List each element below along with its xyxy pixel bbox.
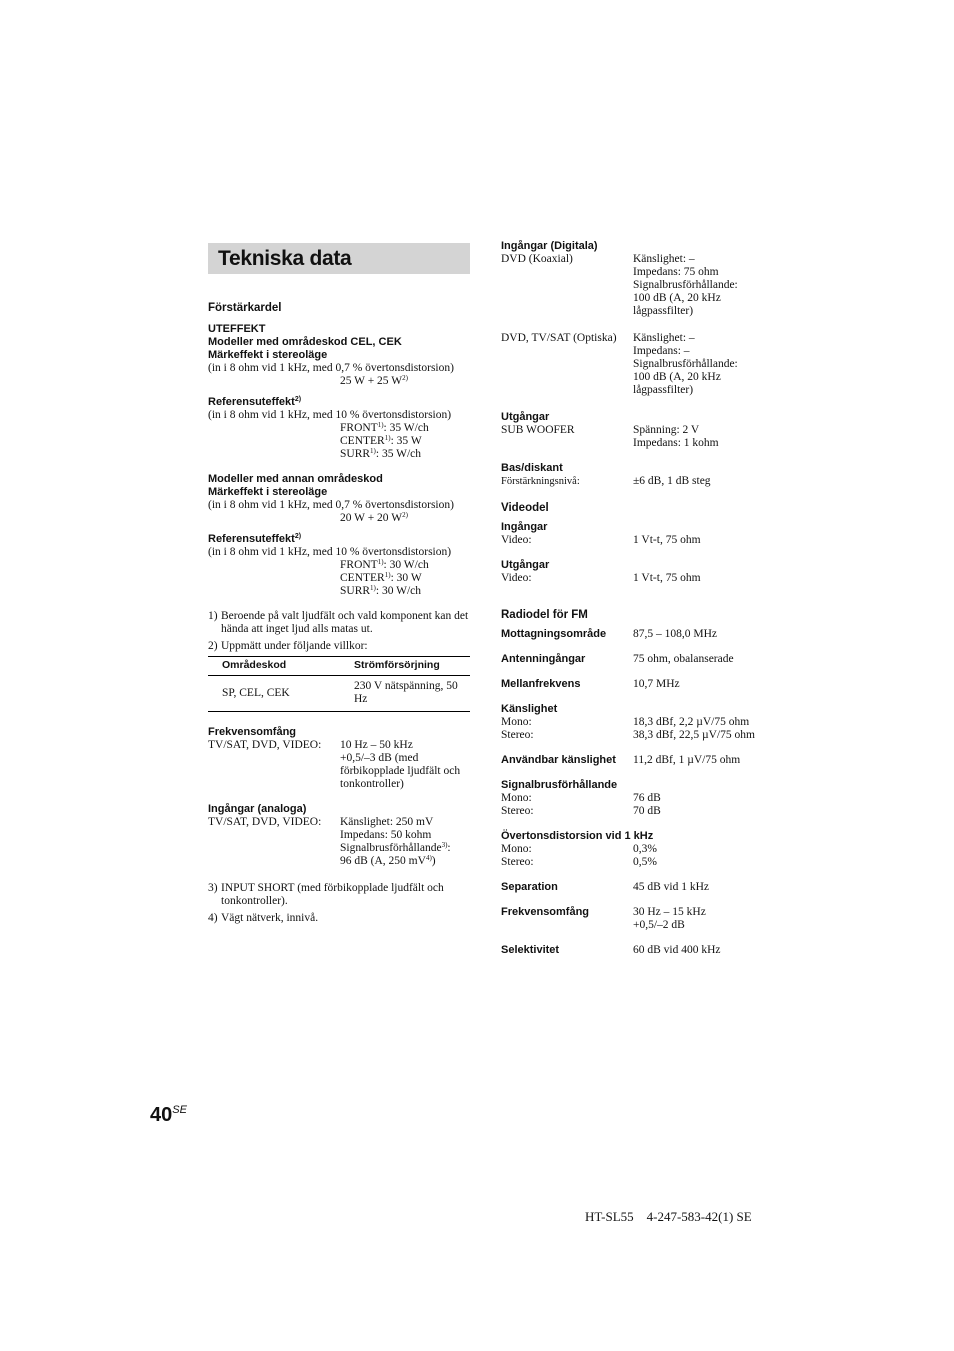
selectivity-row: Selektivitet 60 dB vid 400 kHz [501, 944, 721, 956]
condition-4: (in i 8 ohm vid 1 kHz, med 10 % övertonsdistorsion) [208, 546, 452, 558]
right-column [501, 240, 771, 957]
thd-stereo-row: Stereo: 0,5% [501, 856, 657, 868]
heading-outputs: Utgångar [501, 411, 550, 423]
subwoofer-row: SUB WOOFER Spänning: 2 V Impedans: 1 kohm [501, 424, 719, 449]
front-2: FRONT$^{1)}$: 30 W/ch [340, 558, 429, 571]
condition-1: (in i 8 ohm vid 1 kHz, med 0,7 % övertonsdistorsion) [208, 362, 454, 374]
condition-2: (in i 8 ohm vid 1 kHz, med 10 % övertonsdistorsion) [208, 409, 452, 421]
sensitivity-mono-row: Mono: 18,3 dBf, 2,2 µV/75 ohm [501, 716, 750, 728]
page-number: $40^{SE}$ [150, 1104, 187, 1126]
section-amplifier: Förstärkardel [208, 302, 282, 314]
thd-mono-row: Mono: 0,3% [501, 843, 657, 855]
separation-row: Separation 45 dB vid 1 kHz [501, 881, 710, 893]
digital-coax-row: DVD (Koaxial) Känslighet: – Impedans: 75 ohm Signalbrusförhållande: 100 dB (A, 20 kHz lågpassfilter) [501, 253, 738, 317]
bass-row: Förstärkningsnivå: ±6 dB, 1 dB steg [501, 475, 711, 487]
footnote-3: 3) INPUT SHORT (med förbikopplade ljudfält och tonkontroller). [208, 882, 444, 907]
video-in-row: Video: 1 Vt-t, 75 ohm [501, 534, 701, 546]
footnote-1: 1) Beroende på valt ljudfält och vald komponent kan det hända att inget ljud alls matas ut. [208, 610, 469, 635]
heading-thd: Övertonsdistorsion vid 1 kHz [501, 830, 654, 842]
digital-optical-row: DVD, TV/SAT (Optiska) Känslighet: – Impedans: – Signalbrusförhållande: 100 dB (A, 20 kHz lågpassfilter) [501, 332, 738, 396]
if-row: Mellanfrekvens 10,7 MHz [501, 678, 680, 690]
heading-video-outputs: Utgångar [501, 559, 550, 571]
heading-models-cel: Modeller med områdeskod CEL, CEK [208, 336, 402, 348]
video-out-row: Video: 1 Vt-t, 75 ohm [501, 572, 701, 584]
section-radio: Radiodel för FM [501, 609, 588, 621]
condition-3: (in i 8 ohm vid 1 kHz, med 0,7 % övertonsdistorsion) [208, 499, 454, 511]
value-1: 25 W + 25 $W^{2)}$ [340, 374, 408, 387]
center-1: CENTER$^{1)}$: 35 W [340, 434, 422, 447]
table-header-power: Strömförsörjning [340, 657, 470, 676]
front-1: FRONT$^{1)}$: 35 W/ch [340, 421, 429, 434]
heading-digital-inputs: Ingångar (Digitala) [501, 240, 598, 252]
title-banner [208, 243, 470, 274]
heading-analog-inputs: Ingångar (analoga) [208, 803, 307, 815]
sensitivity-stereo-row: Stereo: 38,3 dBf, 22,5 µV/75 ohm [501, 729, 755, 741]
footnote-4: 4) Vägt nätverk, innivå. [208, 912, 319, 924]
footnote-2: 2) Uppmätt under följande villkor: [208, 640, 368, 652]
snr-stereo-row: Stereo: 70 dB [501, 805, 661, 817]
heading-uteffekt: UTEFFEKT [208, 323, 266, 335]
heading-frequency: Frekvensomfång [208, 726, 297, 738]
power-supply-table [208, 656, 470, 712]
heading-stereo-2: Märkeffekt i stereoläge [208, 486, 328, 498]
fm-frequency-row: Frekvensomfång 30 Hz – 15 kHz +0,5/–2 dB [501, 906, 706, 931]
surr-2: SURR$^{1)}$: 30 W/ch [340, 584, 422, 597]
section-video: Videodel [501, 502, 549, 514]
table-row: SP, CEL, CEK 230 V nätspänning, 50 Hz [208, 676, 470, 712]
heading-video-inputs: Ingångar [501, 521, 548, 533]
usable-sensitivity-row: Användbar känslighet 11,2 dBf, 1 µV/75 ohm [501, 754, 741, 766]
heading-bass-treble: Bas/diskant [501, 462, 563, 474]
reception-range-row: Mottagningsområde 87,5 – 108,0 MHz [501, 628, 718, 640]
analog-row: TV/SAT, DVD, VIDEO: Känslighet: 250 mV Impedans: 50 kohm Signalbrusförhållande$^{3)}$: 96 dB (A, 250 $mV^{4)}$) [208, 816, 451, 867]
surr-1: SURR$^{1)}$: 35 W/ch [340, 447, 422, 460]
table-header-area: Områdeskod [208, 657, 340, 676]
heading-ref-2: Referensuteffekt$^{2)}$ [208, 533, 302, 545]
heading-models-other: Modeller med annan områdeskod [208, 473, 383, 485]
antenna-row: Antenningångar 75 ohm, obalanserade [501, 653, 734, 665]
heading-sensitivity: Känslighet [501, 703, 558, 715]
page-title: Tekniska data [218, 247, 352, 270]
value-2: 20 W + 20 $W^{2)}$ [340, 511, 408, 524]
heading-snr: Signalbrusförhållande [501, 779, 618, 791]
frequency-row: TV/SAT, DVD, VIDEO: 10 Hz – 50 kHz +0,5/–3 dB (med förbikopplade ljudfält och tonkontroller) [208, 739, 461, 790]
heading-ref-1: Referensuteffekt$^{2)}$ [208, 396, 302, 408]
heading-stereo-1: Märkeffekt i stereoläge [208, 349, 328, 361]
footer-model-code: HT-SL55 4-247-583-42(1) SE [585, 1209, 752, 1224]
snr-mono-row: Mono: 76 dB [501, 792, 661, 804]
left-column [208, 243, 470, 925]
center-2: CENTER$^{1)}$: 30 W [340, 571, 422, 584]
